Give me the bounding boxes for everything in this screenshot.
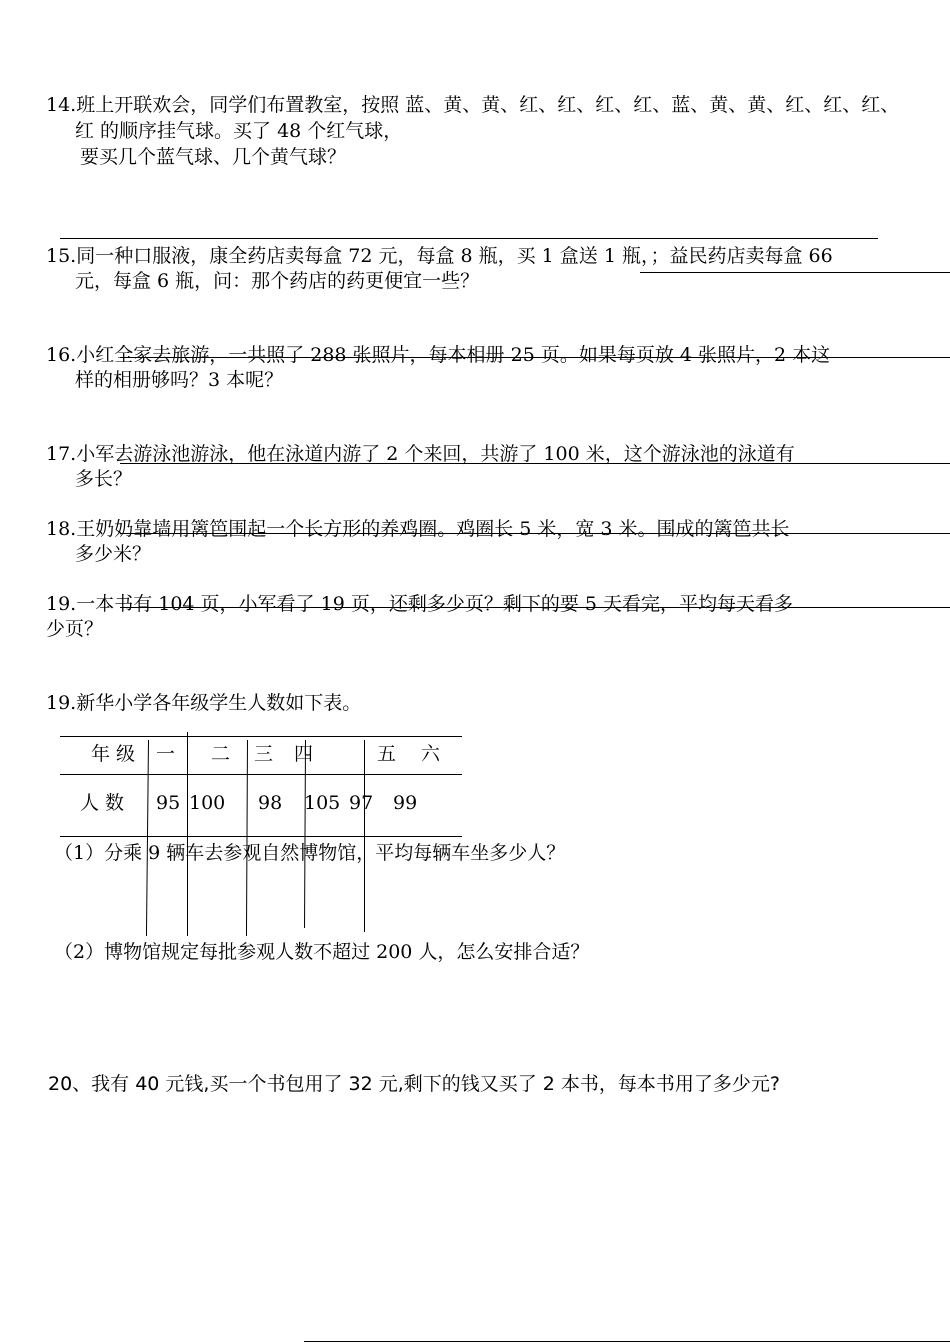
question-18-line-2: 多少米？ [75, 543, 152, 565]
table-column-rule [304, 740, 306, 928]
question-18-line-1: 18.王奶奶靠墙用篱笆围起一个长方形的养鸡圈。鸡圈长 5 米，宽 3 米。围成的篱笆共长 [46, 518, 790, 540]
table-count-4: 105 [304, 792, 341, 814]
table-count-5: 97 [349, 792, 374, 814]
question-19a-line-1: 19.一本书有 104 页，小军看了 19 页，还剩多少页？剩下的要 5 天看完，平均每天看多 [46, 593, 793, 615]
table-top-rule [60, 736, 462, 737]
table-grade-4: 四 [294, 743, 314, 765]
table-row-label: 人 数 [80, 792, 125, 814]
question-16-line-2: 样的相册够吗？3 本呢？ [75, 369, 284, 391]
table-grade-1: 一 [156, 743, 176, 765]
question-19a-line-2: 少页？ [46, 618, 104, 640]
question-20: 20、我有 40 元钱,买一个书包用了 32 元,剩下的钱又买了 2 本书，每本书用了多少元? [48, 1073, 781, 1095]
table-bottom-rule [60, 836, 462, 837]
answer-rule-line [640, 272, 950, 273]
table-count-1: 95 [156, 792, 181, 814]
question-14-line-1: 14.班上开联欢会，同学们布置教室，按照 蓝、黄、黄、红、红、红、红、蓝、黄、黄、红、红、红、 [46, 94, 900, 116]
question-14-line-3: 要买几个蓝气球、几个黄气球？ [80, 146, 347, 168]
table-column-rule [364, 740, 365, 932]
table-grade-2: 二 [211, 743, 231, 765]
answer-rule-line [60, 238, 878, 239]
question-16-line-1: 16.小红全家去旅游，一共照了 288 张照片，每本相册 25 页。如果每页放 4 张照片，2 本这 [46, 344, 831, 366]
table-column-rule [146, 740, 149, 936]
table-column-rule [187, 732, 188, 936]
question-15-line-2: 元，每盒 6 瓶，问：那个药店的药更便宜一些？ [75, 270, 480, 292]
table-count-3: 98 [258, 792, 283, 814]
footer-rule [304, 1341, 950, 1342]
table-count-6: 99 [393, 792, 418, 814]
table-grade-6: 六 [421, 743, 441, 765]
question-17-line-1: 17.小军去游泳池游泳，他在泳道内游了 2 个来回，共游了 100 米，这个游泳池的泳道有 [46, 443, 795, 465]
question-15-line-1: 15.同一种口服液，康全药店卖每盒 72 元，每盒 8 瓶，买 1 盒送 1 瓶，；益民药店卖每盒 66 [46, 245, 833, 267]
table-column-rule [246, 740, 248, 936]
table-grade-3: 三 [254, 743, 274, 765]
table-middle-rule [60, 774, 462, 775]
table-header-label: 年 级 [91, 743, 136, 765]
question-14-line-2: 红 的顺序挂气球。买了 48 个红气球， [75, 120, 403, 142]
question-19b-sub-1: （1）分乘 9 辆车去参观自然博物馆，平均每辆车坐多少人？ [54, 842, 566, 864]
question-17-line-2: 多长？ [75, 468, 133, 490]
question-19b-intro: 19.新华小学各年级学生人数如下表。 [46, 692, 362, 714]
table-grade-5: 五 [377, 743, 397, 765]
table-count-2: 100 [189, 792, 226, 814]
question-19b-sub-2: （2）博物馆规定每批参观人数不超过 200 人，怎么安排合适？ [54, 941, 590, 963]
